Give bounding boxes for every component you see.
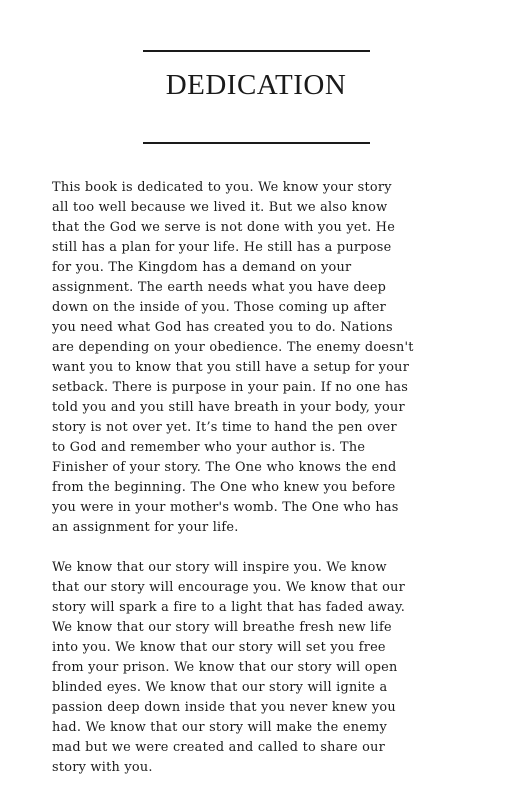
text-line: passion deep down inside that you never knew you xyxy=(52,700,396,715)
text-line: want you to know that you still have a setup for your xyxy=(52,360,410,375)
text-line: assignment. The earth needs what you have deep xyxy=(52,280,387,295)
text-line: We know that our story will inspire you. We know xyxy=(52,560,387,575)
text-line: This book is dedicated to you. We know your story xyxy=(52,180,392,195)
bottom-divider xyxy=(143,142,370,144)
text-line: that the God we serve is not done with you yet. He xyxy=(52,220,396,235)
text-line: to God and remember who your author is. The xyxy=(52,440,366,455)
text-line: you were in your mother's womb. The One who has xyxy=(52,500,399,515)
text-line: blinded eyes. We know that our story will ignite a xyxy=(52,680,388,695)
top-divider xyxy=(143,50,370,52)
paragraph-spacer xyxy=(52,538,472,558)
text-line: still has a plan for your life. He still has a purpose xyxy=(52,240,392,255)
text-line: that our story will encourage you. We know that our xyxy=(52,580,406,595)
text-line: all too well because we lived it. But we also know xyxy=(52,200,388,215)
text-line: story is not over yet. It’s time to hand the pen over xyxy=(52,420,397,435)
text-line: are depending on your obedience. The enemy doesn't xyxy=(52,340,414,355)
text-line: you need what God has created you to do. Nations xyxy=(52,320,393,335)
dedication-body xyxy=(52,178,472,778)
text-line: told you and you still have breath in your body, your xyxy=(52,400,405,415)
text-line: mad but we were created and called to share our xyxy=(52,740,386,755)
text-line: story with you. xyxy=(52,760,153,775)
text-line: from the beginning. The One who knew you before xyxy=(52,480,396,495)
paragraph-2 xyxy=(52,558,472,778)
page-title: DEDICATION xyxy=(165,69,347,101)
text-line: an assignment for your life. xyxy=(52,520,239,535)
text-line: for you. The Kingdom has a demand on your xyxy=(52,260,352,275)
text-line: down on the inside of you. Those coming up after xyxy=(52,300,387,315)
paragraph-1 xyxy=(52,178,472,538)
text-line: story will spark a fire to a light that has faded away. xyxy=(52,600,406,615)
text-line: setback. There is purpose in your pain. If no one has xyxy=(52,380,409,395)
text-line: into you. We know that our story will set you free xyxy=(52,640,386,655)
text-line: had. We know that our story will make the enemy xyxy=(52,720,388,735)
text-line: from your prison. We know that our story will open xyxy=(52,660,398,675)
text-line: We know that our story will breathe fresh new life xyxy=(52,620,392,635)
text-line: Finisher of your story. The One who knows the end xyxy=(52,460,397,475)
